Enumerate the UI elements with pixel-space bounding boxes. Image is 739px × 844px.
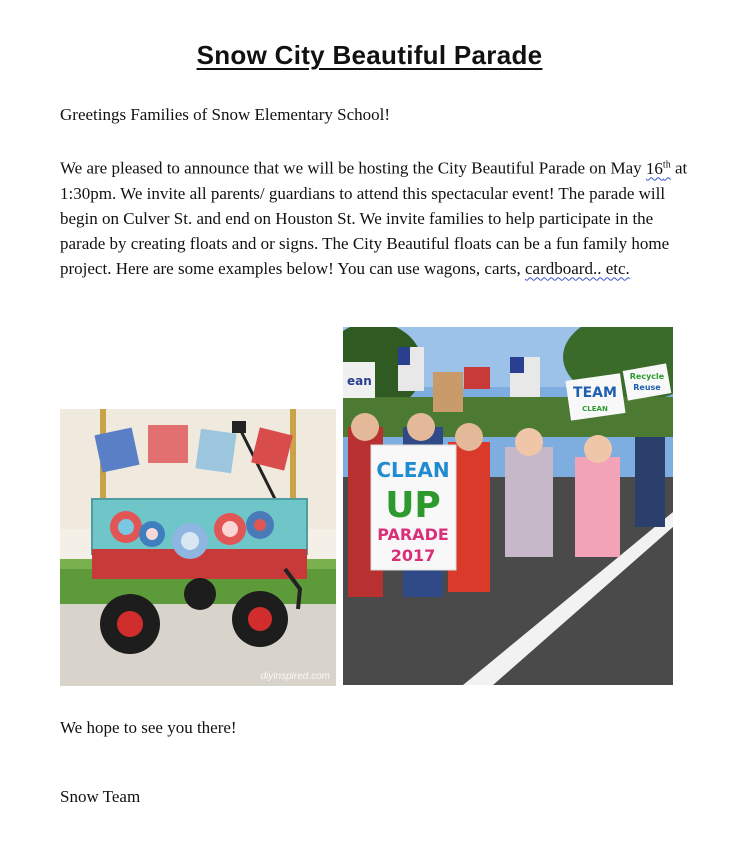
announcement-text-part1: We are pleased to announce that we will be hosting the City Beautiful Parade on May [60,158,646,178]
left-sign-text: ean [347,374,372,388]
team-sign-text: TEAM [573,385,617,401]
page-title: Snow City Beautiful Parade [196,40,543,70]
closing-text: We hope to see you there! [60,718,237,737]
team-sign-small-text: CLEAN [582,405,608,413]
parade-illustration [343,327,673,685]
recycle-sign-line2: Reuse [633,383,661,392]
greeting-text: Greetings Families of Snow Elementary School! [60,105,391,124]
banner-line3: PARADE [377,525,449,544]
announcement-last-words: cardboard.. etc. [525,258,630,278]
banner-line4: 2017 [390,546,436,565]
wagon-illustration [60,409,336,686]
banner-line1: CLEAN [376,458,450,482]
photo-watermark: diyinspired.com [260,671,330,682]
wagon-float-photo [60,409,336,686]
signature-text: Snow Team [60,787,141,806]
recycle-sign-line1: Recycle [629,372,665,381]
date-day: 16th [645,158,671,178]
announcement-paragraph [60,152,700,281]
banner-line2: UP [385,485,441,526]
announcement-text-part2: at 1:30pm. We invite all parents/ guardians to attend this spectacular event! The parade will begin on Culver St. and end on Houston St. We invite families to help participate in the parade by creating floats and or signs. The City Beautiful floats can be a fun family home project. Here are some examples below! You can use wagons, carts, [60,158,688,278]
parade-kids-photo [343,327,673,685]
